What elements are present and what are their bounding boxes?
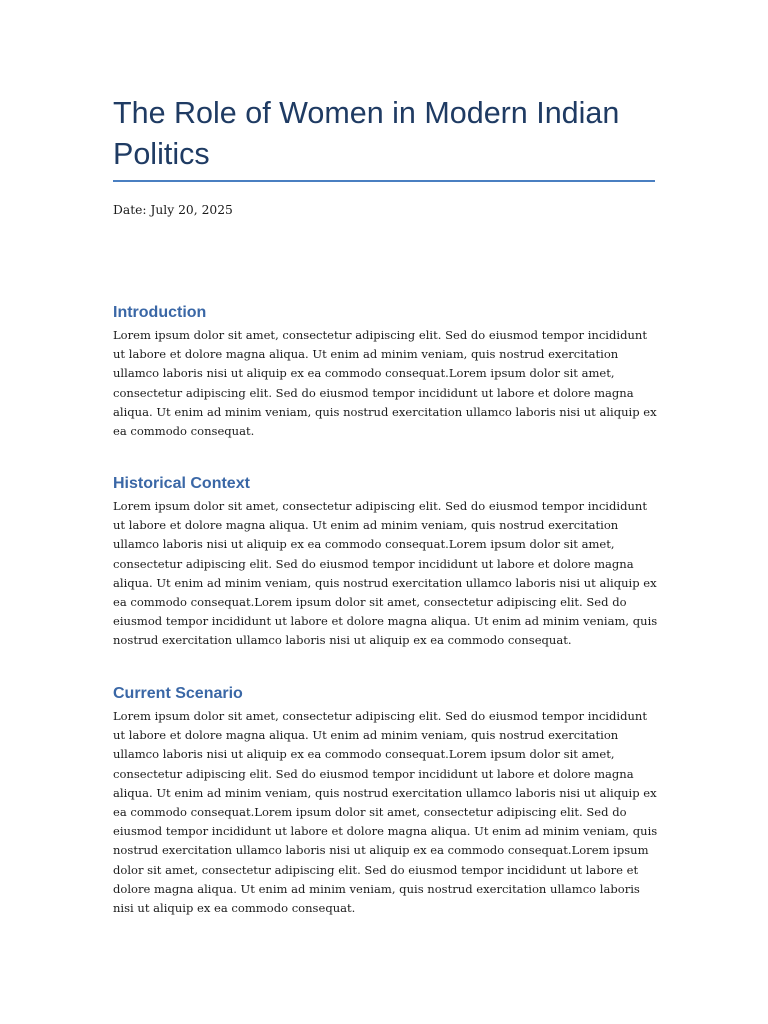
document-date: Date: July 20, 2025 <box>113 203 233 217</box>
section-heading: Current Scenario <box>113 685 243 702</box>
section-body: Lorem ipsum dolor sit amet, consectetur adipiscing elit. Sed do eiusmod tempor incididunt ut labore et dolore magna aliqua. Ut enim ad minim veniam, quis nostrud exercitation ullamco laboris nisi ut aliquip ex ea commodo consequat.Lorem ipsum dolor sit amet, consectetur adipiscing elit. Sed do eiusmod tempor incididunt ut labore et dolore magna aliqua. Ut enim ad minim veniam, quis nostrud exercitation ullamco laboris nisi ut aliquip ex ea commodo consequat.Lorem ipsum dolor sit amet, consectetur adipiscing elit. Sed do eiusmod tempor incididunt ut labore et dolore magna aliqua. Ut enim ad minim veniam, quis nostrud exercitation ullamco laboris nisi ut aliquip ex ea commodo consequat.Lorem ipsum dolor sit amet, consectetur adipiscing elit. Sed do eiusmod tempor incididunt ut labore et dolore magna aliqua. Ut enim ad minim veniam, quis nostrud exercitation ullamco laboris nisi ut aliquip ex ea commodo consequat. <box>113 709 658 916</box>
section-body: Lorem ipsum dolor sit amet, consectetur adipiscing elit. Sed do eiusmod tempor incididunt ut labore et dolore magna aliqua. Ut enim ad minim veniam, quis nostrud exercitation ullamco laboris nisi ut aliquip ex ea commodo consequat.Lorem ipsum dolor sit amet, consectetur adipiscing elit. Sed do eiusmod tempor incididunt ut labore et dolore magna aliqua. Ut enim ad minim veniam, quis nostrud exercitation ullamco laboris nisi ut aliquip ex ea commodo consequat.Lorem ipsum dolor sit amet, consectetur adipiscing elit. Sed do eiusmod tempor incididunt ut labore et dolore magna aliqua. Ut enim ad minim veniam, quis nostrud exercitation ullamco laboris nisi ut aliquip ex ea commodo consequat. <box>113 499 658 648</box>
section-heading: Historical Context <box>113 475 250 492</box>
section-historical-context <box>113 473 660 651</box>
section-heading: Introduction <box>113 304 207 321</box>
title-divider <box>113 180 655 182</box>
document-title: The Role of Women in Modern Indian Politics <box>113 96 620 171</box>
section-introduction <box>113 302 660 441</box>
section-body: Lorem ipsum dolor sit amet, consectetur adipiscing elit. Sed do eiusmod tempor incididunt ut labore et dolore magna aliqua. Ut enim ad minim veniam, quis nostrud exercitation ullamco laboris nisi ut aliquip ex ea commodo consequat.Lorem ipsum dolor sit amet, consectetur adipiscing elit. Sed do eiusmod tempor incididunt ut labore et dolore magna aliqua. Ut enim ad minim veniam, quis nostrud exercitation ullamco laboris nisi ut aliquip ex ea commodo consequat. <box>113 328 657 439</box>
section-current-scenario <box>113 683 660 918</box>
